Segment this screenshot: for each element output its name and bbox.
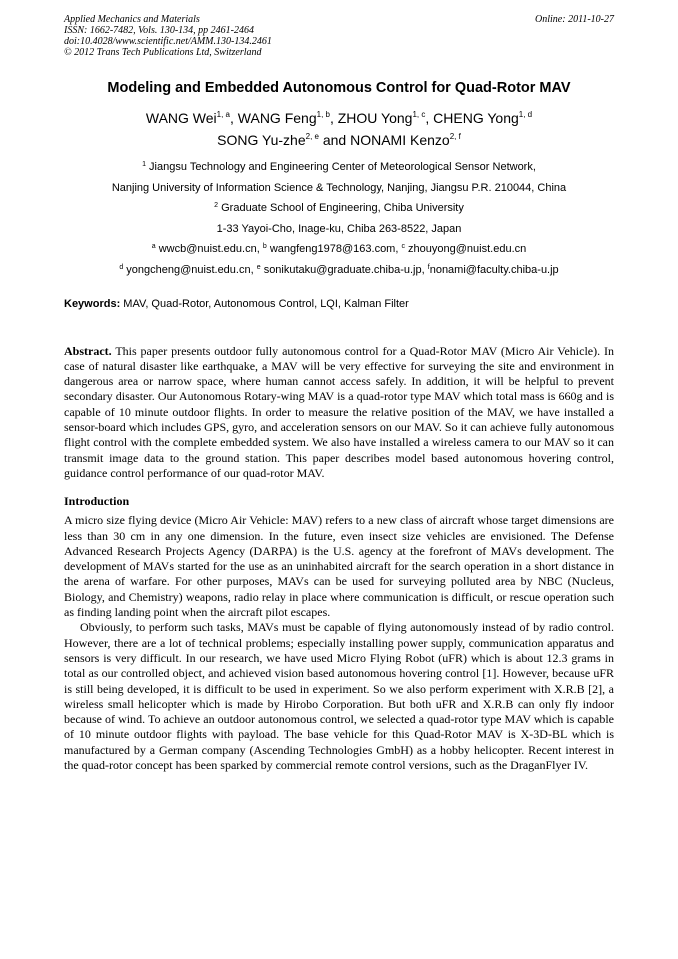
- author-name: ZHOU Yong: [337, 110, 413, 126]
- paragraph: Obviously, to perform such tasks, MAVs must be capable of flying autonomously instead of by radio control. However, there are a lot of technical problems; especially installing power supply, communication apparatus and sensors is very difficult. In our research, we have used Micro Flying Robot (uFR) which is about 12.3 grams in total as our controlled object, and achieved vision based autonomous hovering control [1]. However, because uFR is still being developed, it is difficult to be used in experiment. So we also perform experiment with X.R.B [2], a wireless small helicopter which is made by Hirobo Corporation. But both uFR and X.R.B can only fly indoor because of wind. To achieve an outdoor autonomous control, we selected a quad-rotor type MAV which is capable of 10 minute outdoor flights with payload. The base vehicle for this Quad-Rotor MAV is X-3D-BL which is manufactured by a German company (Ascending Technologies GmbH) as a hobby helicopter. Recent interest in the quad-rotor concept has been sparked by commercial remote control versions, such as the DraganFlyer IV.: [64, 620, 614, 772]
- author-list: [64, 107, 614, 151]
- affiliation-line: [39, 157, 639, 178]
- author-sep: ,: [230, 110, 238, 126]
- keywords: [64, 297, 614, 311]
- email-link[interactable]: sonikutaku@graduate.chiba-u.jp: [263, 263, 422, 276]
- abstract-label: Abstract.: [64, 343, 112, 358]
- affiliation-text: Jiangsu Technology and Engineering Center of Meteorological Sensor Network,: [149, 161, 536, 173]
- author-name: WANG Wei: [145, 110, 217, 126]
- paper-title: Modeling and Embedded Autonomous Control for Quad-Rotor MAV: [107, 80, 571, 96]
- email-sup: a: [151, 243, 156, 251]
- section-title-introduction: Introduction: [64, 494, 130, 509]
- author-sup: 1, c: [412, 110, 426, 119]
- keywords-label: Keywords:: [64, 297, 121, 310]
- author-and: and: [318, 132, 351, 148]
- affiliation-line: 1-33 Yayoi-Cho, Inage-ku, Chiba 263-8522, Japan: [216, 222, 462, 235]
- email-sup: e: [256, 263, 261, 271]
- email-line-1: $^a$ wwcb@nuist.edu.cn, $^b$ wangfeng1978@163.com, $^c$ zhouyong@nuist.edu.cn: [151, 243, 527, 256]
- author-sup: 2, f: [449, 132, 461, 141]
- affiliation-text: Graduate School of Engineering, Chiba University: [221, 202, 464, 215]
- email-link[interactable]: zhouyong@nuist.edu.cn: [408, 243, 527, 256]
- journal-name: Applied Mechanics and Materials: [64, 14, 200, 25]
- author-name: NONAMI Kenzo: [350, 132, 450, 148]
- copyright-line: © 2012 Trans Tech Publications Ltd, Switzerland: [64, 47, 262, 58]
- email-link[interactable]: nonami@faculty.chiba-u.jp: [429, 263, 559, 276]
- affiliation-line: [39, 198, 639, 219]
- author-name: CHENG Yong: [433, 110, 519, 126]
- author-line-2: [64, 129, 614, 151]
- author-sup: 1, a: [216, 110, 230, 119]
- email-sup: d: [119, 263, 124, 271]
- abstract-text: This paper presents outdoor fully autonomous control for a Quad-Rotor MAV (Micro Air Vehicle). In case of natural disaster like earthquake, a MAV will be very effective for surveying the site and environment in dangerous area or narrow space, where human cannot access safely. In addition, it will be helpful to prevent secondary disaster. Our Autonomous Rotary-wing MAV is a quad-rotor type MAV which total mass is 660g and is capable of 10 minute outdoor flights. In order to measure the relative position of the MAV, we have installed a sensor-board which includes GPS, gyro, and acceleration sensors on our MAV. So it can achieve fully autonomous flight control with the complete embedded system. We also have installed a wireless camera to our MAV so it can transmit image data to the ground station. This paper describes model based autonomous hovering control, guidance control performance of our quad-rotor MAV.: [64, 343, 614, 480]
- doi-line: doi:10.4028/www.scientific.net/AMM.130-134.2461: [64, 36, 272, 47]
- page: [64, 14, 614, 773]
- author-name: WANG Feng: [237, 110, 317, 126]
- email-sup: c: [401, 243, 405, 251]
- author-sup: 1, b: [316, 110, 330, 119]
- paragraph: A micro size flying device (Micro Air Vehicle: MAV) refers to a new class of aircraft whose target dimensions are less than 30 cm in any one dimension. In the future, even insect size vehicles are envisioned. The Defense Advanced Research Projects Agency (DARPA) is the U.S. agency at the forefront of MAVs development. The development of MAVs started for the use as an uninhabited aircraft for the search operation in a short distance in the arena of warfare. For other purposes, MAVs can be used for surveying polluted area by NBC (Nucleus, Biology, and Chemistry) weapons, radio relay in place where communication is difficult, or rescue operation such as finding landing point when the aircraft pilot escapes.: [64, 513, 614, 620]
- keywords-text: MAV, Quad-Rotor, Autonomous Control, LQI, Kalman Filter: [120, 297, 409, 310]
- affiliations: [39, 157, 639, 281]
- author-sup: 2, e: [305, 132, 319, 141]
- author-sup: 1, d: [518, 110, 533, 119]
- email-sup: f: [427, 263, 430, 271]
- affiliation-line: Nanjing University of Information Science & Technology, Nanjing, Jiangsu P.R. 210044, China: [111, 181, 567, 194]
- email-sup: b: [262, 243, 267, 251]
- author-line-1: [64, 107, 614, 129]
- introduction-body: [64, 513, 614, 773]
- issn-line: ISSN: 1662-7482, Vols. 130-134, pp 2461-2464: [64, 25, 254, 36]
- abstract: [64, 344, 614, 482]
- author-name: SONG Yu-zhe: [217, 132, 306, 148]
- email-link[interactable]: wwcb@nuist.edu.cn: [158, 243, 257, 256]
- email-line-2: $^d$ yongcheng@nuist.edu.cn, $^e$ sonikutaku@graduate.chiba-u.jp, $^f$nonami@faculty.chiba-u.jp: [119, 263, 559, 276]
- email-link[interactable]: yongcheng@nuist.edu.cn: [126, 263, 251, 276]
- author-sep: ,: [329, 110, 338, 126]
- affiliation-sup: 1: [142, 161, 146, 168]
- journal-header: [64, 14, 614, 58]
- online-date: Online: 2011-10-27: [535, 14, 614, 25]
- email-link[interactable]: wangfeng1978@163.com: [269, 243, 396, 256]
- affiliation-sup: 2: [214, 202, 219, 210]
- author-sep: ,: [425, 110, 434, 126]
